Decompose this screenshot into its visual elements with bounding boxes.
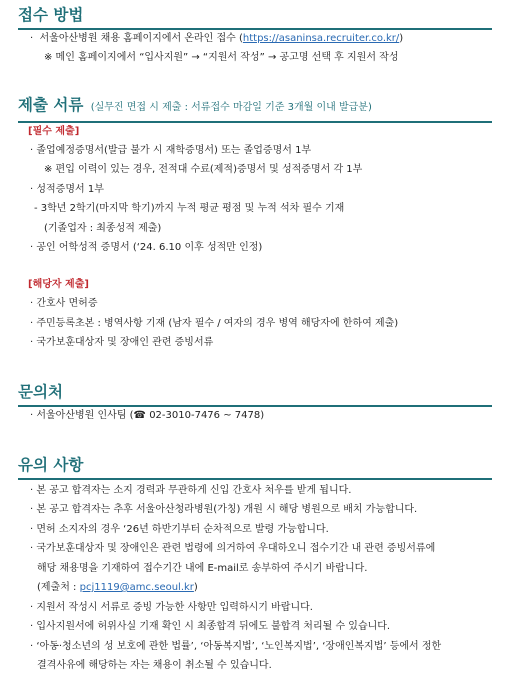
docs-section-title xyxy=(18,95,510,118)
notes-section-rule xyxy=(18,478,492,480)
note-item: 결격사유에 해당하는 자는 채용이 취소될 수 있습니다. xyxy=(37,660,272,671)
email-prefix: (제출처 : xyxy=(37,582,80,593)
required-item: · 졸업예정증명서(발급 불가 시 재학증명서) 또는 졸업증명서 1부 xyxy=(30,145,312,156)
required-item: · 성적증명서 1부 xyxy=(30,184,104,195)
conditional-item: · 주민등록초본 : 병역사항 기재 (남자 필수 / 여자의 경우 병역 해당자에 한하여 제출) xyxy=(30,318,399,329)
conditional-item: · 간호사 면허증 xyxy=(30,298,98,309)
apply-bullet: · xyxy=(30,33,40,44)
docs-section xyxy=(0,95,510,123)
required-item: - 3학년 2학기(마지막 학기)까지 누적 평균 평점 및 누적 석차 필수 기재 xyxy=(34,203,345,214)
note-item: · 입사지원서에 허위사실 기재 확인 시 최종합격 뒤에도 불합격 처리될 수 있습니다. xyxy=(30,621,391,632)
notes-section-title: 유의 사항 xyxy=(18,456,84,474)
required-item: · 공인 어학성적 증명서 (‘24. 6.10 이후 성적만 인정) xyxy=(30,242,263,253)
recruit-site-link[interactable]: https://asaninsa.recruiter.co.kr/ xyxy=(242,33,400,44)
conditional-item: · 국가보훈대상자 및 장애인 관련 증빙서류 xyxy=(30,337,214,348)
required-item: (기졸업자 : 최종성적 제출) xyxy=(44,223,162,234)
note-item: · 지원서 작성시 서류로 증빙 가능한 사항만 입력하시기 바랍니다. xyxy=(30,602,313,613)
required-tag: [필수 제출] xyxy=(28,126,80,137)
apply-line-1 xyxy=(30,32,403,46)
apply-line-1-text: 서울아산병원 채용 홈페이지에서 온라인 접수 ( xyxy=(39,33,243,44)
note-item: · 면허 소지자의 경우 ‘26년 하반기부터 순차적으로 발령 가능합니다. xyxy=(30,524,329,535)
email-suffix: ) xyxy=(193,582,198,593)
contact-section xyxy=(0,382,510,407)
note-item: · 국가보훈대상자 및 장애인은 관련 법령에 의거하여 우대하오니 접수기간 내 관련 증빙서류에 xyxy=(30,543,436,554)
notes-section xyxy=(0,455,510,480)
note-item: · 본 공고 합격자는 소지 경력과 무관하게 신입 간호사 처우를 받게 됩니다. xyxy=(30,485,352,496)
docs-section-subtitle: (실무진 면접 시 제출 : 서류접수 마감일 기준 3개월 이내 발급분) xyxy=(90,102,372,113)
contact-line: · 서울아산병원 인사팀 (☎ 02-3010-7476 ~ 7478) xyxy=(30,410,265,421)
note-email-line xyxy=(37,581,198,595)
apply-section-rule xyxy=(18,28,492,30)
docs-section-rule xyxy=(18,121,492,123)
conditional-tag: [해당자 제출] xyxy=(28,279,89,290)
note-item: · ‘아동·청소년의 성 보호에 관한 법률’, ‘아동복지법’, ‘노인복지법’, ‘장애인복지법’ 등에서 정한 xyxy=(30,641,442,652)
required-item: ※ 편입 이력이 있는 경우, 전적대 수료(제적)증명서 및 성적증명서 각 1부 xyxy=(44,164,363,175)
contact-section-rule xyxy=(18,405,492,407)
contact-section-title: 문의처 xyxy=(18,383,63,401)
apply-section xyxy=(0,5,510,30)
note-item: 해당 채용명을 기재하여 접수기간 내에 E-mail로 송부하여 주시기 바랍니다. xyxy=(37,563,368,574)
email-link[interactable]: pcj1119@amc.seoul.kr xyxy=(79,582,194,593)
apply-section-title: 접수 방법 xyxy=(18,6,84,24)
docs-title-text: 제출 서류 xyxy=(18,96,84,114)
apply-line-2: ※ 메인 홈페이지에서 “입사지원” → “지원서 작성” → 공고명 선택 후 지원서 작성 xyxy=(44,52,399,63)
note-item: · 본 공고 합격자는 추후 서울아산청라병원(가칭) 개원 시 해당 병원으로 배치 가능합니다. xyxy=(30,504,418,515)
apply-line-1-close: ) xyxy=(399,33,404,44)
